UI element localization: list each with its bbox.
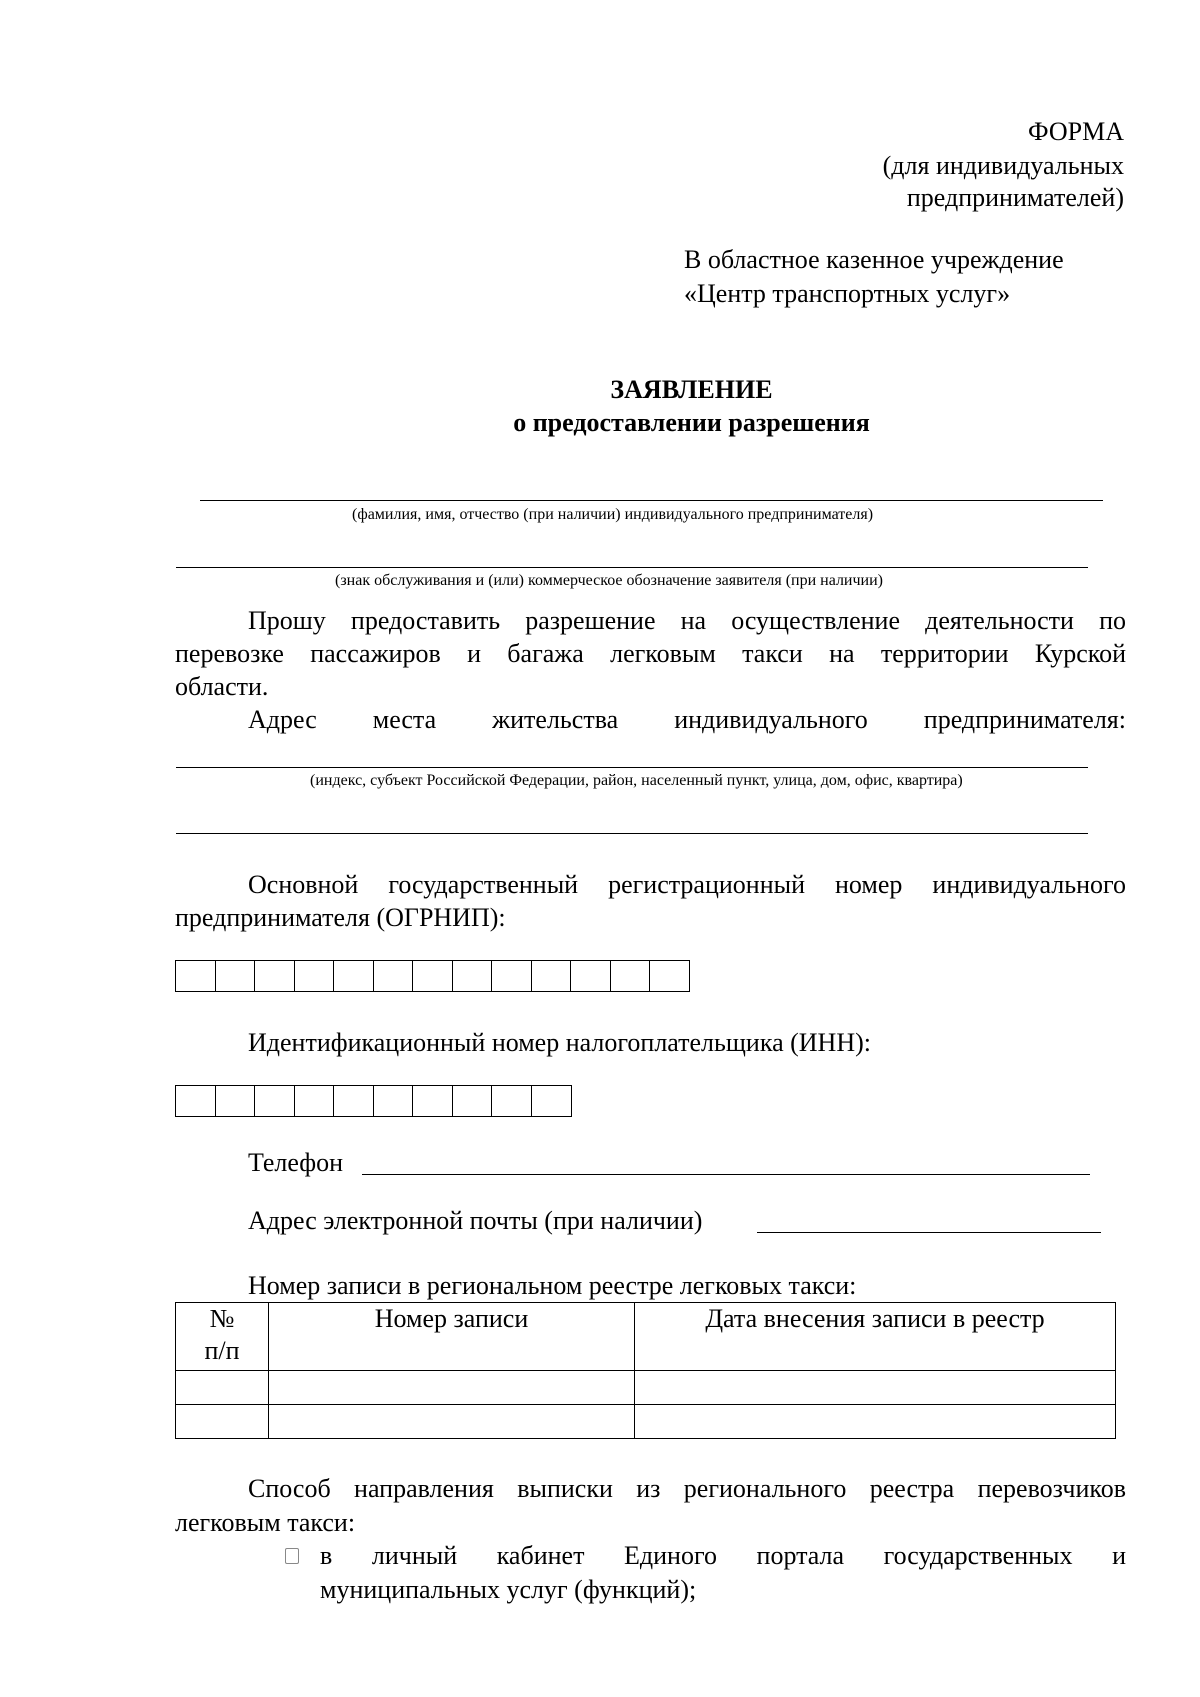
table-cell[interactable] xyxy=(176,1371,269,1405)
inn-cell[interactable] xyxy=(373,1085,414,1117)
header-number-line2: п/п xyxy=(204,1336,240,1365)
ogrnip-cell[interactable] xyxy=(254,960,295,992)
delivery-label-line1: Способ направления выписки из регионального реестра перевозчиков xyxy=(248,1474,1126,1503)
inn-cell[interactable] xyxy=(254,1085,295,1117)
option-portal-checkbox[interactable] xyxy=(285,1548,299,1564)
fio-input-line[interactable] xyxy=(200,500,1103,501)
ogrnip-cell[interactable] xyxy=(294,960,335,992)
ogrnip-label-line2: предпринимателя (ОГРНИП): xyxy=(175,903,506,932)
ogrnip-cell[interactable] xyxy=(570,960,611,992)
header-cell-record: Номер записи xyxy=(269,1303,635,1371)
inn-cell[interactable] xyxy=(531,1085,572,1117)
table-cell[interactable] xyxy=(635,1371,1116,1405)
table-row xyxy=(176,1371,1116,1405)
inn-cell[interactable] xyxy=(491,1085,532,1117)
inn-cell[interactable] xyxy=(175,1085,216,1117)
table-row xyxy=(176,1405,1116,1439)
form-subtitle-line2: предпринимателей) xyxy=(906,183,1124,212)
addressee-line2: «Центр транспортных услуг» xyxy=(684,279,1011,308)
trademark-caption: (знак обслуживания и (или) коммерческое обозначение заявителя (при наличии) xyxy=(335,572,883,589)
table-cell[interactable] xyxy=(269,1405,635,1439)
request-text-line2: перевозке пассажиров и багажа легковым такси на территории Курской xyxy=(175,639,1126,668)
document-title: ЗАЯВЛЕНИЕ xyxy=(610,375,773,404)
email-input-line[interactable] xyxy=(757,1232,1101,1233)
email-label: Адрес электронной почты (при наличии) xyxy=(248,1206,703,1235)
registry-header-row xyxy=(176,1303,1116,1371)
ogrnip-cell[interactable] xyxy=(215,960,256,992)
delivery-label-line2: легковым такси: xyxy=(175,1508,356,1537)
ogrnip-cell[interactable] xyxy=(175,960,216,992)
header-cell-number xyxy=(176,1303,269,1371)
addressee-line1: В областное казенное учреждение xyxy=(684,245,1064,274)
option-portal-line2: муниципальных услуг (функций); xyxy=(320,1575,697,1604)
request-text-line1: Прошу предоставить разрешение на осуществление деятельности по xyxy=(248,606,1126,635)
address-input-line2[interactable] xyxy=(176,833,1088,834)
option-portal-line1: в личный кабинет Единого портала государственных и xyxy=(320,1541,1126,1570)
header-cell-date: Дата внесения записи в реестр xyxy=(635,1303,1116,1371)
fio-caption: (фамилия, имя, отчество (при наличии) индивидуального предпринимателя) xyxy=(352,506,874,523)
form-subtitle-line1: (для индивидуальных xyxy=(882,151,1124,180)
header-number-line1: № xyxy=(209,1304,235,1333)
document-subtitle: о предоставлении разрешения xyxy=(513,408,870,437)
table-cell[interactable] xyxy=(635,1405,1116,1439)
table-cell[interactable] xyxy=(269,1371,635,1405)
inn-cell[interactable] xyxy=(412,1085,453,1117)
ogrnip-cell[interactable] xyxy=(452,960,493,992)
phone-input-line[interactable] xyxy=(362,1174,1090,1175)
inn-cell[interactable] xyxy=(294,1085,335,1117)
registry-table xyxy=(175,1302,1116,1439)
ogrnip-label-line1: Основной государственный регистрационный номер индивидуального xyxy=(248,870,1126,899)
ogrnip-cell[interactable] xyxy=(412,960,453,992)
inn-cell[interactable] xyxy=(333,1085,374,1117)
inn-cells[interactable] xyxy=(175,1085,572,1117)
form-label: ФОРМА xyxy=(1028,117,1124,146)
registry-label: Номер записи в региональном реестре легковых такси: xyxy=(248,1271,857,1300)
ogrnip-cell[interactable] xyxy=(491,960,532,992)
ogrnip-cell[interactable] xyxy=(610,960,651,992)
address-caption: (индекс, субъект Российской Федерации, район, населенный пункт, улица, дом, офис, квартира) xyxy=(310,772,963,789)
table-cell[interactable] xyxy=(176,1405,269,1439)
ogrnip-cell[interactable] xyxy=(531,960,572,992)
ogrnip-cell[interactable] xyxy=(333,960,374,992)
inn-label: Идентификационный номер налогоплательщика (ИНН): xyxy=(248,1028,871,1057)
address-input-line1[interactable] xyxy=(176,767,1088,768)
ogrnip-cell[interactable] xyxy=(373,960,414,992)
inn-cell[interactable] xyxy=(452,1085,493,1117)
ogrnip-cell[interactable] xyxy=(649,960,690,992)
request-text-line3: области. xyxy=(175,672,269,701)
address-label: Адрес места жительства индивидуального предпринимателя: xyxy=(248,705,1126,734)
trademark-input-line[interactable] xyxy=(176,567,1088,568)
ogrnip-cells[interactable] xyxy=(175,960,690,992)
inn-cell[interactable] xyxy=(215,1085,256,1117)
phone-label: Телефон xyxy=(248,1148,344,1177)
